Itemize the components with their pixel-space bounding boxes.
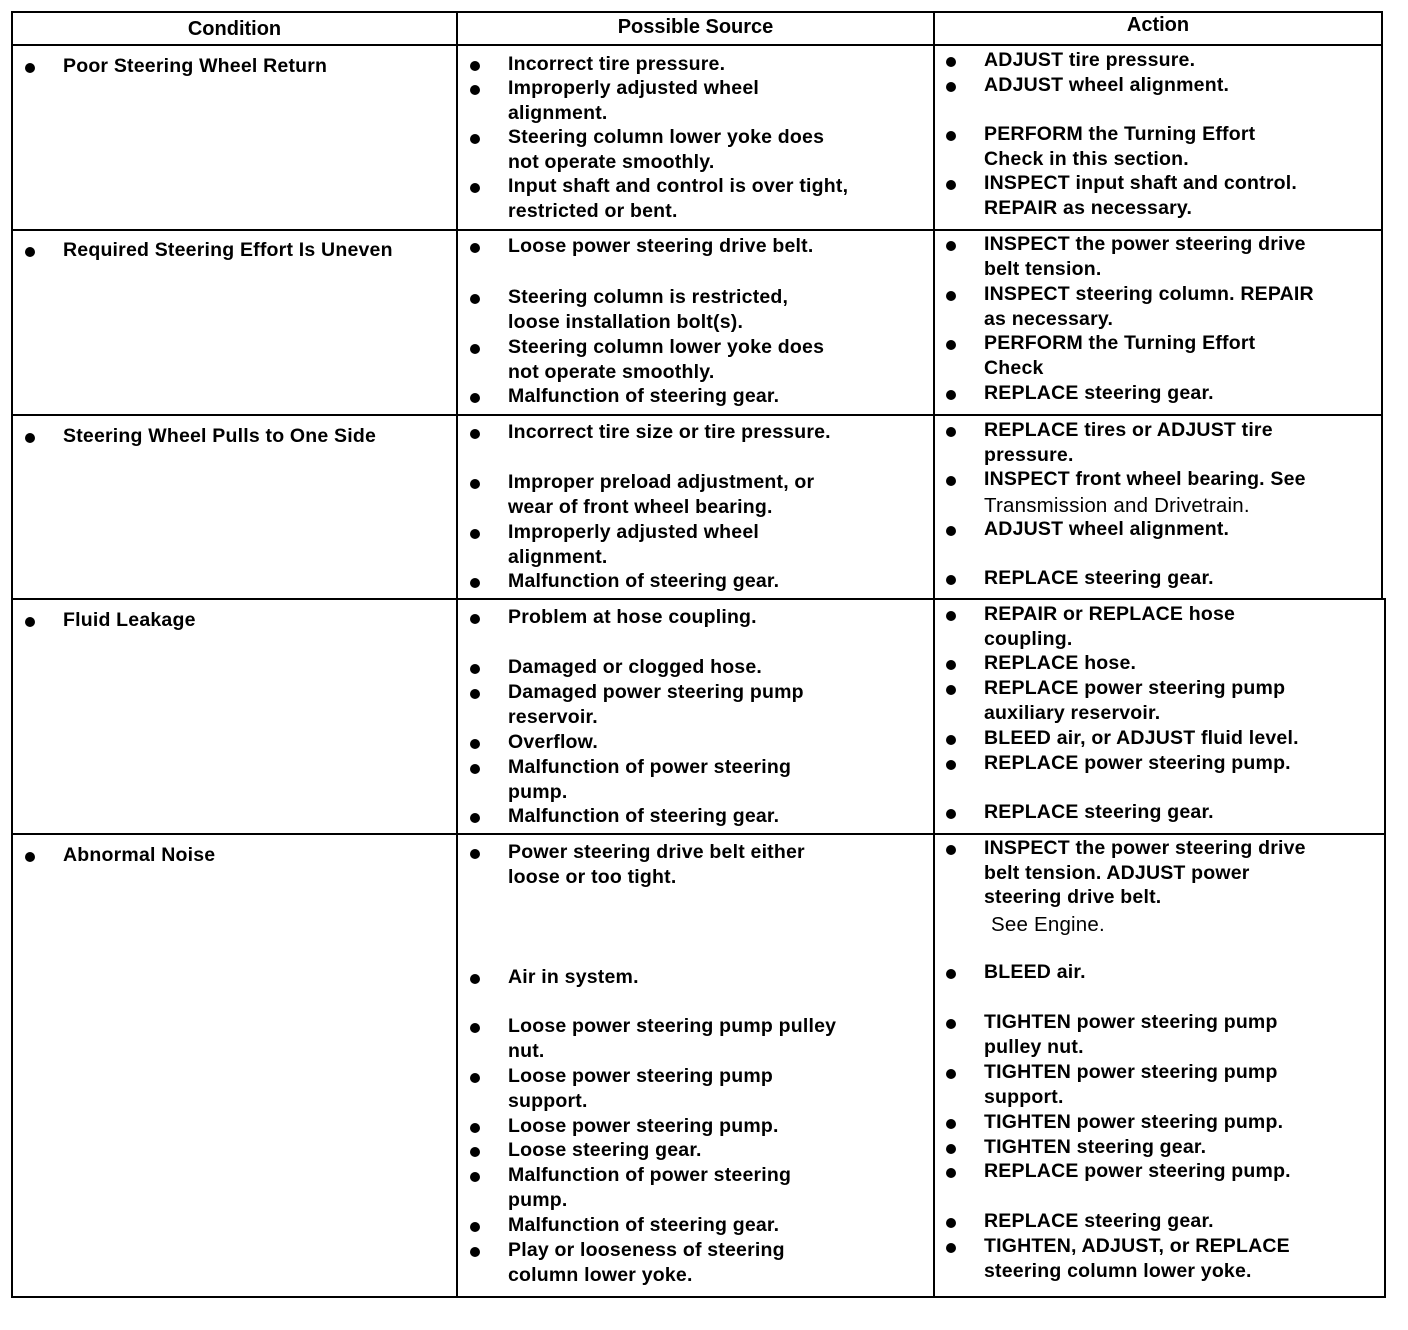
bullet-icon — [470, 183, 480, 193]
bullet-icon — [470, 134, 480, 144]
bullet-icon — [946, 809, 956, 819]
bullet-icon — [946, 241, 956, 251]
bullet-icon — [470, 739, 480, 749]
bullet-icon — [470, 689, 480, 699]
bullet-icon — [946, 969, 956, 979]
bullet-icon — [946, 735, 956, 745]
table-left-border — [11, 11, 13, 1298]
table-bottom-border — [11, 1296, 1386, 1298]
diagnosis-table: Condition Possible Source Action Poor Steering Wheel Return Incorrect tire pressure. Improperly adjusted wheel alignment. Steering column lower yoke does not operate smoothly. Input shaft and control is over tight, restricted or bent. ADJUST tire pressure. ADJUST wheel alignment. PERFORM the Turning Effort Check in this section. INSPECT input shaft and control. REPAIR as necessary. Required Steering Effort Is Uneven Loose power steering drive belt. Steering column is restricted, loose installation bolt(s). Steering column lower yoke does not operate smoothly. Malfunction of steering gear. INSPECT the power steering drive belt tension. INSPECT steering column. REPAIR as necessary. PERFORM the Turning Effort Check REPLACE steering gear. Steering Wheel Pulls to One Side Incorrect tire size or tire pressure. Improper preload adjustment, or wear of front wheel bearing. Improperly adjusted wheel alignment. Malfunction of steering gear. REPLACE tires or ADJUST tire pressure. INSPECT front wheel bearing. See Transmission and Drivetrain. ADJUST wheel alignment. REPLACE steering gear. Fluid Leakage Problem at hose coupling. Damaged or clogged hose. Damaged power steering pump reservoir. Overflow. Malfunction of power steering pump. Malfunction of steering gear. REPAIR or REPLACE hose coupling. REPLACE hose. REPLACE power steering pump auxiliary reservoir. BLEED air, or ADJUST fluid level. REPLACE power steering pump. REPLACE steering gear. Abnormal Noise Power steering drive belt either loose or too tight. Air in system. Loose power steering pump pulley nut. Loose power steering pump support. Loose power steering pump. Loose steering gear. Malfunction of power steering pump. Malfunction of steering gear. Play or looseness of steering column lower yoke. INSPECT the power steering drive belt tension. ADJUST power steering drive belt. See Engine. BLEED air. TIGHTEN power steering pump pulley nut. TIGHTEN power steering pump support. TIGHTEN power steering pump. TIGHTEN steering gear. REPLACE power steering pump. REPLACE steering gear. TIGHTEN, ADJUST, or REPLACE steering column lower yoke. — [0, 0, 1408, 1330]
row-divider — [11, 414, 1382, 416]
bullet-icon — [470, 393, 480, 403]
bullet-icon — [470, 1123, 480, 1133]
bullet-icon — [946, 526, 956, 536]
bullet-icon — [946, 82, 956, 92]
bullet-icon — [470, 974, 480, 984]
bullet-icon — [470, 1222, 480, 1232]
header-bottom-border — [11, 44, 1382, 46]
bullet-icon — [470, 1073, 480, 1083]
bullet-icon — [470, 344, 480, 354]
bullet-icon — [946, 180, 956, 190]
bullet-icon — [946, 1243, 956, 1253]
column-divider — [456, 11, 458, 1298]
bullet-icon — [470, 243, 480, 253]
bullet-icon — [470, 849, 480, 859]
table-right-border — [1384, 598, 1386, 1298]
bullet-icon — [946, 611, 956, 621]
bullet-icon — [946, 291, 956, 301]
bullet-icon — [946, 760, 956, 770]
bullet-icon — [946, 1069, 956, 1079]
column-divider — [933, 11, 935, 1298]
bullet-icon — [946, 476, 956, 486]
bullet-icon — [470, 529, 480, 539]
bullet-icon — [946, 685, 956, 695]
bullet-icon — [946, 1218, 956, 1228]
bullet-icon — [946, 340, 956, 350]
bullet-icon — [470, 61, 480, 71]
bullet-icon — [946, 390, 956, 400]
bullet-icon — [25, 63, 35, 73]
bullet-icon — [946, 1119, 956, 1129]
bullet-icon — [25, 852, 35, 862]
bullet-icon — [946, 575, 956, 585]
bullet-icon — [470, 85, 480, 95]
bullet-icon — [25, 433, 35, 443]
bullet-icon — [470, 764, 480, 774]
bullet-icon — [470, 1023, 480, 1033]
row-divider — [11, 229, 1382, 231]
bullet-icon — [470, 1247, 480, 1257]
bullet-icon — [946, 845, 956, 855]
bullet-icon — [946, 131, 956, 141]
header-possible-source: Possible Source — [617, 16, 774, 38]
bullet-icon — [25, 617, 35, 627]
bullet-icon — [470, 664, 480, 674]
bullet-icon — [946, 1144, 956, 1154]
bullet-icon — [470, 1172, 480, 1182]
header-action: Action — [1126, 14, 1190, 36]
row-divider — [11, 833, 1386, 835]
bullet-icon — [470, 429, 480, 439]
row-divider — [11, 598, 1384, 600]
bullet-icon — [470, 578, 480, 588]
bullet-icon — [946, 1019, 956, 1029]
bullet-icon — [470, 1147, 480, 1157]
bullet-icon — [470, 294, 480, 304]
header-condition: Condition — [187, 18, 282, 40]
bullet-icon — [470, 813, 480, 823]
bullet-icon — [946, 660, 956, 670]
bullet-icon — [470, 479, 480, 489]
bullet-icon — [946, 1168, 956, 1178]
bullet-icon — [946, 57, 956, 67]
table-right-border — [1381, 11, 1383, 599]
bullet-icon — [25, 247, 35, 257]
bullet-icon — [470, 614, 480, 624]
bullet-icon — [946, 427, 956, 437]
